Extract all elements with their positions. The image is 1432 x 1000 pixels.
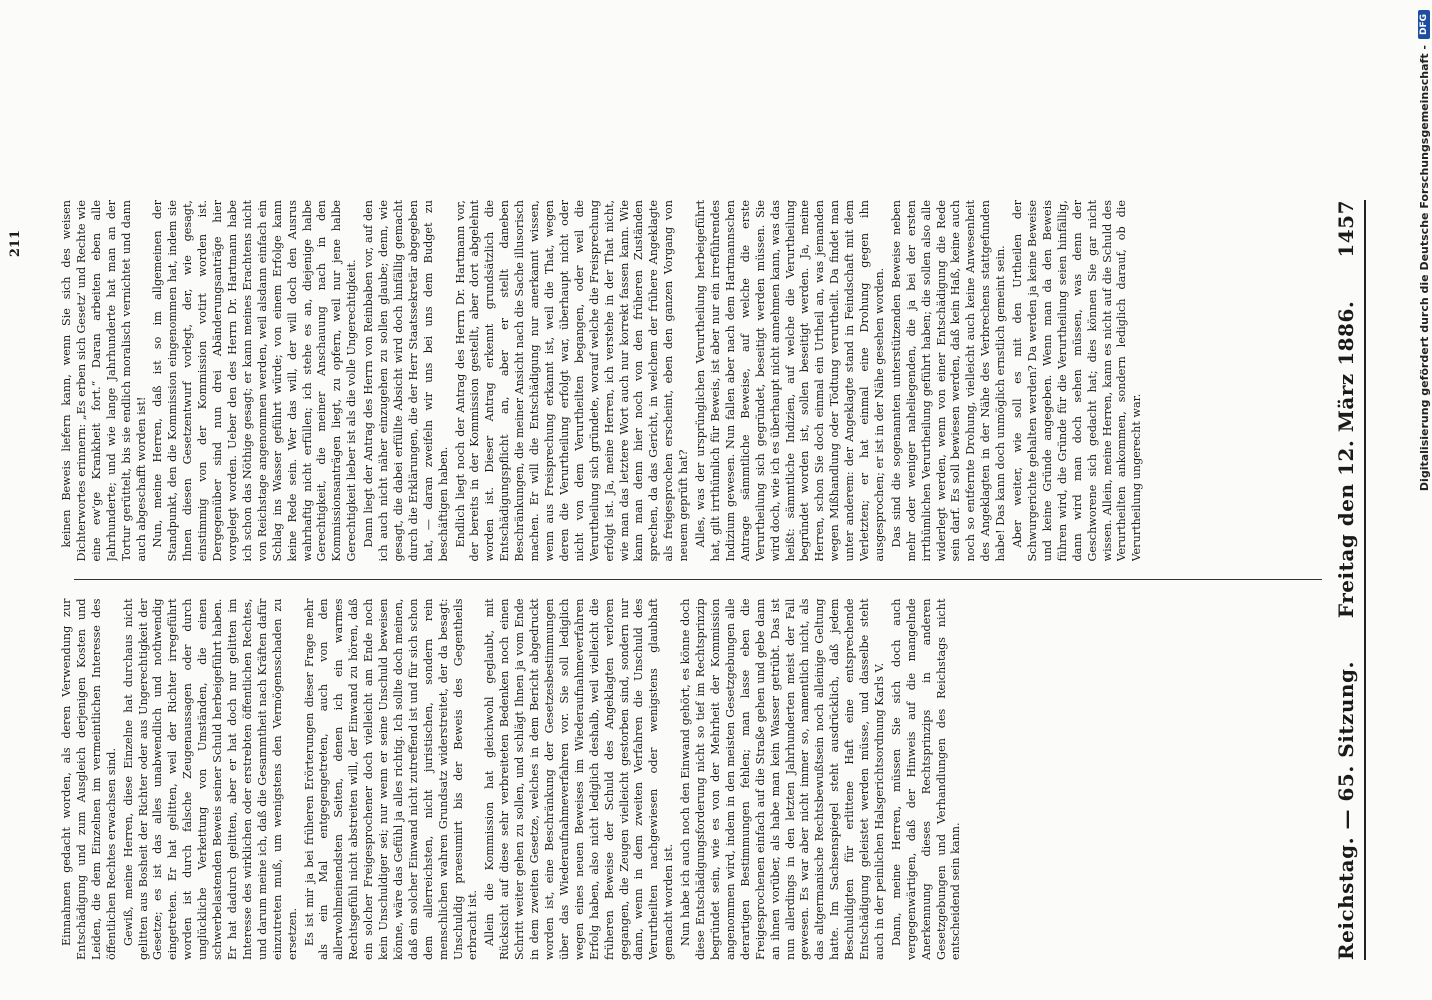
paragraph: keinen Beweis liefern kann, wenn Sie sich des weisen Dichterwortes erinnern: „Es erben sich Gesetz' und Rechte wie eine ew'ge Krankheit fort.“ Daran arbeiten eben alle Jahrhunderte; und wie lange Jahrhunderte hat man an der Tortur gerüttelt, bis sie endlich moralisch vernichtet und dann auch abgeschafft worden ist!	[60, 200, 148, 562]
text-columns	[60, 200, 1322, 960]
paragraph: Endlich liegt noch der Antrag des Herrn Dr. Hartmann vor, der bereits in der Kommission gestellt, aber dort abgelehnt worden ist. Dieser Antrag erkennt grundsätzlich die Entschädigungspflicht an, aber er stellt daneben Beschränkungen, die meiner Ansicht nach die Sache illusorisch machen. Er will die Entschädigung nur anerkannt wissen, wenn aus Freisprechung erkannt ist, weil die That, wegen deren die Verurtheilung erfolgt war, überhaupt nicht oder nicht von dem Verurtheilten begangen, oder weil die Verurtheilung sich gründete, worauf welche die Freisprechung erfolgt ist. Ja, meine Herren, ich verstehe in der That nicht, wie man das letztere Wort auch nur korrekt fassen kann. Wie kann man denn hier noch von den früheren Zuständen sprechen, da das Gericht, in welchem der frühere Angeklagte als freigesprochen erscheint, eben den ganzen Vorgang von neuem geprüft hat?	[453, 200, 691, 562]
paragraph: Es ist mir ja bei früheren Erörterungen dieser Frage mehr als ein Mal entgegengetreten, auch von den allerwohlmeinendsten Seiten, denen ich ein warmes Rechtsgefühl nicht abstreiten will, der Einwand zu hören, daß ein solcher Freigesprochener doch vielleicht am Ende noch kein Unschuldiger sei; nur wenn er seine Unschuld beweisen könne, wäre das Gefühl ja alles richtig. Ich sollte doch meinen, daß ein solcher Einwand nicht zutreffend ist und für sich schon dem allerreichsten, nicht juristischen, sondern rein menschlichen wahren Grundsatz widerstreitet, der da besagt: Unschuldig praesumirt bis der Beweis des Gegentheils erbracht ist.	[302, 598, 480, 960]
digitization-text: Digitalisierung gefördert durch die Deutsche Forschungsgemeinschaft -	[1417, 45, 1431, 492]
page-number: 1457	[1334, 200, 1358, 258]
paragraph: Einnahmen gedacht worden, als deren Verwendung zur Entschädigung und zum Ausgleich derjenigen Kosten und Leiden, die dem Einzelnen im vermeintlichen Interesse des öffentlichen Rechtes erwachsen sind.	[60, 598, 118, 960]
paragraph: Dann, meine Herren, müssen Sie sich doch auch vergegenwärtigen, daß der Hinweis auf die mangelnde Anerkennung dieses Rechtsprinzips in anderen Gesetzgebungen und Verhandlungen des Reichstags nicht entscheidend sein kann.	[889, 598, 963, 960]
signature-mark: 211	[8, 230, 23, 258]
page-header	[1328, 200, 1364, 960]
paragraph: Nun, meine Herren, daß ist so im allgemeinen der Standpunkt, den die Kommission eingenommen hat, indem sie Ihnen diesen Gesetzentwurf vorlegt, der, wie gesagt, einstimmig von der Kommission votirt worden ist. Dergegenüber sind nun drei Abänderungsanträge hier vorgelegt worden. Ueber den des Herrn Dr. Hartmann habe ich schon das Nöthige gesagt; er kann meines Erachtens nicht von Reichstage angenommen werden, weil alsdann einfach ein Schlag ins Wasser geführt würde; von einem Erfolge kann keine Rede sein. Wer das will, der will doch den Ausrus wahrhaftig nicht erfüllen; ich stehe es an, diejenige halbe Gerechtigkeit, die meiner Anschauung nach in den Kommissionsanträgen liegt, zu opfern, weil nur jene halbe Gerechtigkeit lieber ist als die volle Ungerechtigkeit.	[151, 200, 359, 562]
header-date: Freitag den 12. März 1886.	[1334, 300, 1358, 619]
digitization-credit	[1416, 0, 1432, 1000]
header-left: Reichstag. — 65. Sitzung.	[1334, 661, 1358, 960]
paragraph: Nun habe ich auch noch den Einwand gehört, es könne doch diese Entschädigungsforderung nicht so tief im Rechtsprinzip begründet sein, wie es von der Mehrheit der Kommission angenommen wird, indem in den meisten Gesetzgebungen alle derartigen Bestimmungen fehlen; man lasse eben die Freigesprochenen einfach auf die Straße gehen und gebe dann an ihnen vorüber, als habe man kein Wasser getrübt. Das ist nun allerdings in den letzten Jahrhunderten meist der Fall gewesen. Es war aber nicht immer so, namentlich nicht, als das altgermanische Rechtsbewußtsein noch alleinige Geltung hatte. Im Sachsenspiegel steht ausdrücklich, daß jedem Beschuldigten für erlittene Haft eine entsprechende Entschädigung geleistet werden müsse, und dasselbe steht auch in der peinlichen Halsgerichtsordnung Karls V.	[679, 598, 886, 960]
column-left	[60, 599, 1322, 961]
paragraph: Allein die Kommission hat gleichwohl geglaubt, mit Rücksicht auf diese sehr verbreiteten Bedenken noch einen Schritt weiter gehen zu sollen, und schlägt Ihnen ja vom Ende in dem zweiten Gesetze, welches in dem Bericht abgedruckt worden ist, eine Beschränkung der Gesetzesbestimmungen über das Wiederaufnahmeverfahren vor. Sie soll lediglich wegen eines neuen Beweises im Wiederaufnahmeverfahren Erfolg haben, also nicht lediglich deshalb, weil vielleicht die früheren Beweise der Schuld des Angeklagten verloren gegangen, die Zeugen vielleicht gestorben sind, sondern nur dann, wenn in dem zweiten Verfahren die Unschuld des Verurtheilten nachgewiesen oder wenigstens glaubhaft gemacht worden ist.	[483, 598, 676, 960]
dfg-logo: DFG	[1418, 10, 1430, 39]
paragraph: Das sind die sogenannten unterstützenden Beweise neben mehr oder weniger naheliegenden, die ja bei der ersten irrthümlichen Verurtheilung geführt haben; die sollen also alle widerlegt werden, wenn von einer Entschädigung die Rede sein darf. Es soll bewiesen werden, daß kein Haß, keine auch noch so entfernte Drohung, vielleicht auch keine Anwesenheit des Angeklagten in der Nähe des Verbrechens stattgefunden habe! Das kann doch unmöglich ernstlich gemeint sein.	[889, 200, 1008, 562]
header-rule	[1364, 200, 1366, 960]
paragraph: Gewiß, meine Herren, diese Einzelne hat durchaus nicht gelitten aus Bosheit der Richter oder aus Ungerechtigkeit der Gesetze; es ist das alles unabwendlich und nothwendig eingetreten. Er hat gelitten, weil der Richter irregeführt worden ist durch falsche Zeugenaussagen oder durch unglückliche Verkettung von Umständen, die einen schwerbelastenden Beweis seiner Schuld herbeigeführt haben. Er hat dadurch gelitten, aber er hat doch nur gelitten im Interesse des wirklichen oder erstrebten öffentlichen Rechtes, und darum meine ich, daß die Gesammtheit nach Kräften dafür einzutreten muß, um wenigstens den Vermögensschaden zu ersetzen.	[121, 598, 299, 960]
page-footer	[16, 200, 30, 960]
paragraph: Aber weiter, wie soll es mit den Urtheilen der Schwurgerichte gehalten werden? Da werden ja keine Beweise und keine Gründe angegeben. Wenn man da den Beweis führen wird, die Gründe für die Verurtheilung seien hinfällig, dann wird man doch sehen müssen, was denn der Geschworene sich gedacht hat; dies können Sie gar nicht wissen. Allein, meine Herren, kann es nicht auf die Schuld des Verurtheilten ankommen, sondern lediglich darauf, ob die Verurtheilung ungerecht war.	[1011, 200, 1144, 562]
paragraph: Alles, was der ursprünglichen Verurtheilung herbeigeführt hat, gilt irrthümlich für Beweis, ist aber nur ein irreführendes Indizium gewesen. Nun fallen aber nach dem Hartmannschen Antrage sämmtliche Beweise, auf welche die erste Verurtheilung sich gegründet, beseitigt werden müssen. Sie wird doch, wie ich es überhaupt nicht annehmen kann, was das heißt: sämmtliche Indizien, auf welche die Verurtheilung begründet worden ist, sollen beseitigt werden. Ja, meine Herren, schon Sie doch einmal ein Urtheil an, was jemanden wegen Mißhandlung oder Tödtung verurtheilt. Da findet man unter anderem: der Angeklagte stand in Feindschaft mit dem Verletzten; er hat einmal eine Drohung gegen ihn ausgesprochen; er ist in der Nähe gesehen worden.	[694, 200, 886, 562]
column-right	[60, 200, 1322, 562]
paragraph: Dann liegt der Antrag des Herrn von Reinbaben vor, auf den ich auch nicht näher einzugehen zu sollen glaube; denn, wie gesagt, die dabei erfüllte Absicht wird doch hinfällig gemacht durch die Erklärungen, die der Herr Staatssekretär abgegeben hat, — daran zweifeln wir uns bei uns dem Budget zu beschäftigen haben.	[362, 200, 450, 562]
column-divider	[74, 580, 1322, 581]
